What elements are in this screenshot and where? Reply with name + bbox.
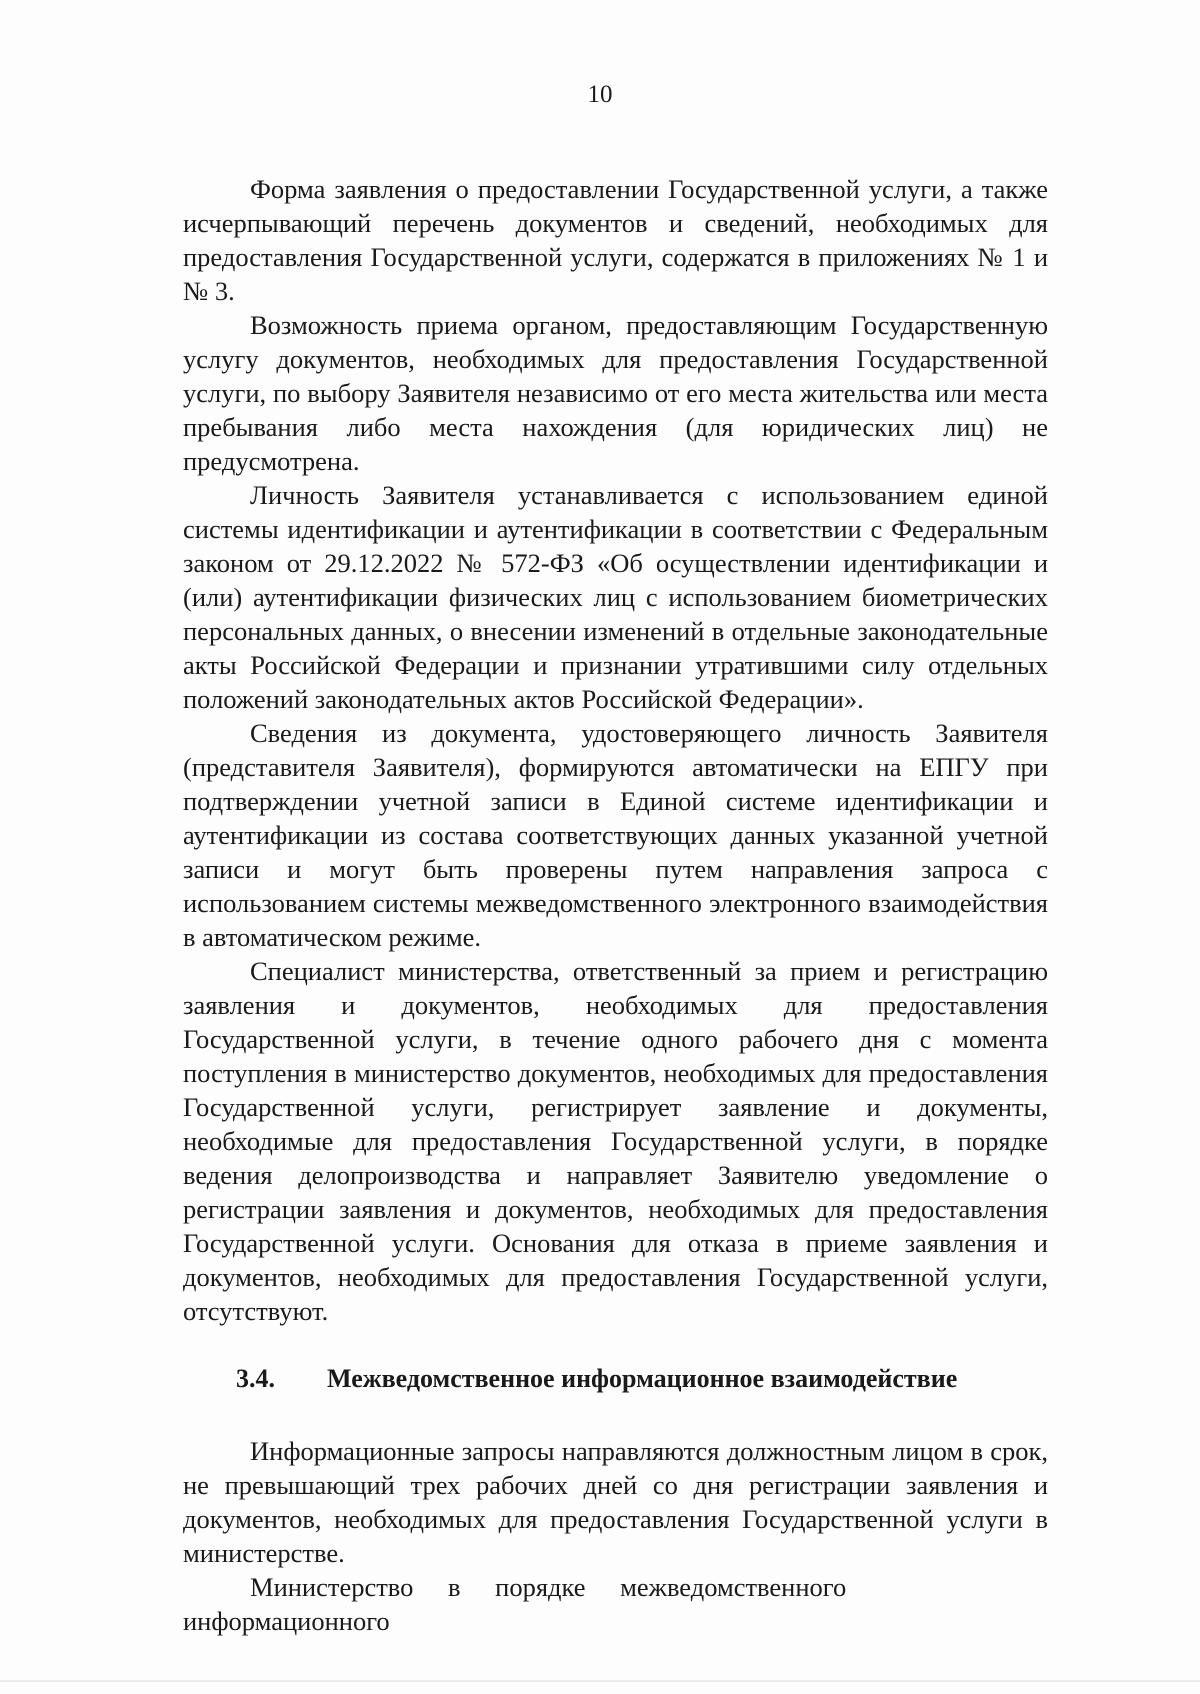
- scan-edge-mark: [0, 1680, 1200, 1682]
- section-heading: [183, 1362, 1048, 1396]
- section-number: 3.4.: [236, 1364, 275, 1393]
- paragraph-identity-document: Сведения из документа, удостоверяющего личность Заявителя (представителя Заявителя), формируются автоматически на ЕПГУ при подтверждении учетной записи в Единой системе идентификации и аутентификации из состава соответствующих данных указанной учетной записи и могут быть проверены путем направления запроса с использованием системы межведомственного электронного взаимодействия в автоматическом режиме.: [183, 718, 1048, 952]
- paragraph-application-form: Форма заявления о предоставлении Государственной услуги, а также исчерпывающий перечень документов и сведений, необходимых для предоставления Государственной услуги, содержатся в приложениях № 1 и № 3.: [183, 174, 1048, 306]
- paragraph-identity-verification: Личность Заявителя устанавливается с использованием единой системы идентификации и аутентификации в соответствии с Федеральным законом от 29.12.2022 № 572-ФЗ «Об осуществлении идентификации и (или) аутентификации физических лиц с использованием биометрических персональных данных, о внесении изменений в отдельные законодательные акты Российской Федерации и признании утратившими силу отдельных положений законодательных актов Российской Федерации».: [183, 480, 1048, 714]
- page-number: 10: [587, 81, 613, 108]
- paragraph-reception-possibility: Возможность приема органом, предоставляющим Государственную услугу документов, необходимых для предоставления Государственной услуги, по выбору Заявителя независимо от его места жительства или места пребывания либо места нахождения (для юридических лиц) не предусмотрена.: [183, 310, 1048, 476]
- paragraph-information-requests: Информационные запросы направляются должностным лицом в срок, не превышающий трех рабочих дней со дня регистрации заявления и документов, необходимых для предоставления Государственной услуги в министерстве.: [183, 1436, 1048, 1568]
- section-title: Межведомственное информационное взаимодействие: [327, 1364, 958, 1393]
- paragraph-ministry-interaction: Министерство в порядке межведомственного информационного: [183, 1572, 847, 1636]
- paragraph-registration-specialist: Специалист министерства, ответственный за прием и регистрацию заявления и документов, необходимых для предоставления Государственной услуги, в течение одного рабочего дня с момента поступления в министерство документов, необходимых для предоставления Государственной услуги, регистрирует заявление и документы, необходимые для предоставления Государственной услуги, в порядке ведения делопроизводства и направляет Заявителю уведомление о регистрации заявления и документов, необходимых для предоставления Государственной услуги. Основания для отказа в приеме заявления и документов, необходимых для предоставления Государственной услуги, отсутствуют.: [183, 956, 1048, 1326]
- document-body: [183, 172, 1048, 1638]
